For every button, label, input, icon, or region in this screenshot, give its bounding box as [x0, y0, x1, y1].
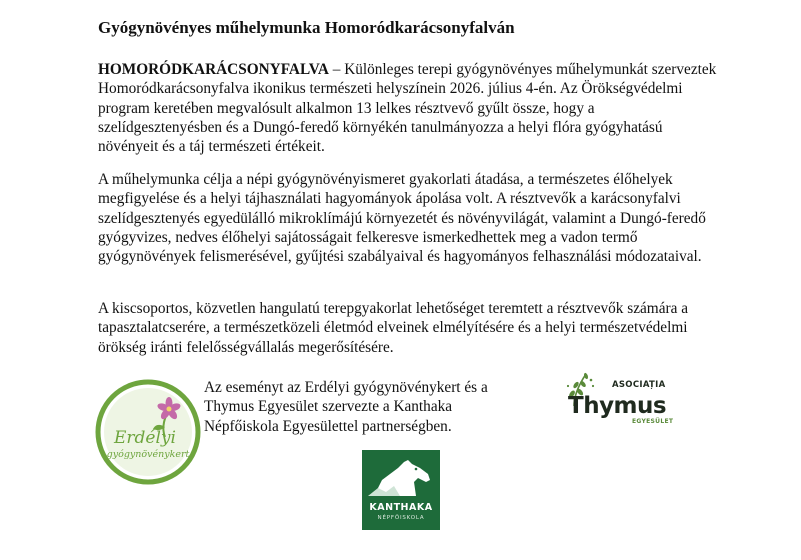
thymus-logo-top: ASOCIAȚIA: [612, 380, 666, 390]
erdelyi-gyogynovenykert-logo: [95, 379, 201, 485]
thymus-logo-name: Thymus: [568, 393, 667, 419]
lead-place-name: HOMORÓDKARÁCSONYFALVA: [98, 61, 329, 78]
erdelyi-logo-line2: gyógynövénykert: [106, 449, 190, 460]
thymus-logo-bottom: EGYESÜLET: [632, 418, 674, 425]
kanthaka-logo-sub: NÉPFŐISKOLA: [377, 515, 425, 521]
thymus-egyesulet-logo: [560, 368, 680, 438]
paragraph-1-text: – Különleges terepi gyógynövényes műhelymunkát szerveztek Homoródkarácsonyfalva ikonikus természeti helyszínein 2026. július 4-én. Az Örökségvédelmi program keretében megvalósult alkalmon 13 lelkes résztvevő gyűlt össze, hogy a szelídgesztenyésben és a Dungó-feredő környékén tanulmányozza a helyi flóra gyógyhatású növényeit és a táj természeti értékeit.: [98, 61, 717, 156]
article-paragraph-2: A műhelymunka célja a népi gyógynövényismeret gyakorlati átadása, a természetes élőhelyek megfigyelése és a helyi tájhasználati hagyományok ápolása volt. A résztvevők a karácsonyfalvi szelídgesztenyés egyedülálló mikroklímájú környezetét és növényvilágát, valamint a Dungó-feredő gyógyvizes, nedves élőhelyi sajátosságait felkeresve ismerkedhettek meg a vadon termő gyógynövények felismerésével, gyűjtési szabályaival és hagyományos felhasználási módozataival.: [98, 171, 706, 266]
horse-head-icon: [368, 458, 434, 498]
article-title: Gyógynövényes műhelymunka Homoródkarácsonyfalván: [98, 18, 515, 37]
kanthaka-nepfoiskola-logo: [362, 450, 440, 530]
organizers-credit: Az eseményt az Erdélyi gyógynövénykert és a Thymus Egyesület szervezte a Kanthaka Népfőiskola Egyesülettel partnerségben.: [204, 379, 488, 435]
kanthaka-logo-name: KANTHAKA: [369, 502, 433, 513]
article-paragraph-1: [98, 60, 718, 156]
article-paragraph-3: A kiscsoportos, közvetlen hangulatú terepgyakorlat lehetőséget teremtett a résztvevők számára a tapasztalatcserére, a természetközeli életmód elveinek elmélyítésére és a helyi természetvédelmi örökség iránti felelősségvállalás megerősítésére.: [98, 300, 688, 356]
erdelyi-logo-line1: Erdélyi: [114, 428, 176, 448]
erdelyi-logo-graphic: [95, 379, 201, 485]
